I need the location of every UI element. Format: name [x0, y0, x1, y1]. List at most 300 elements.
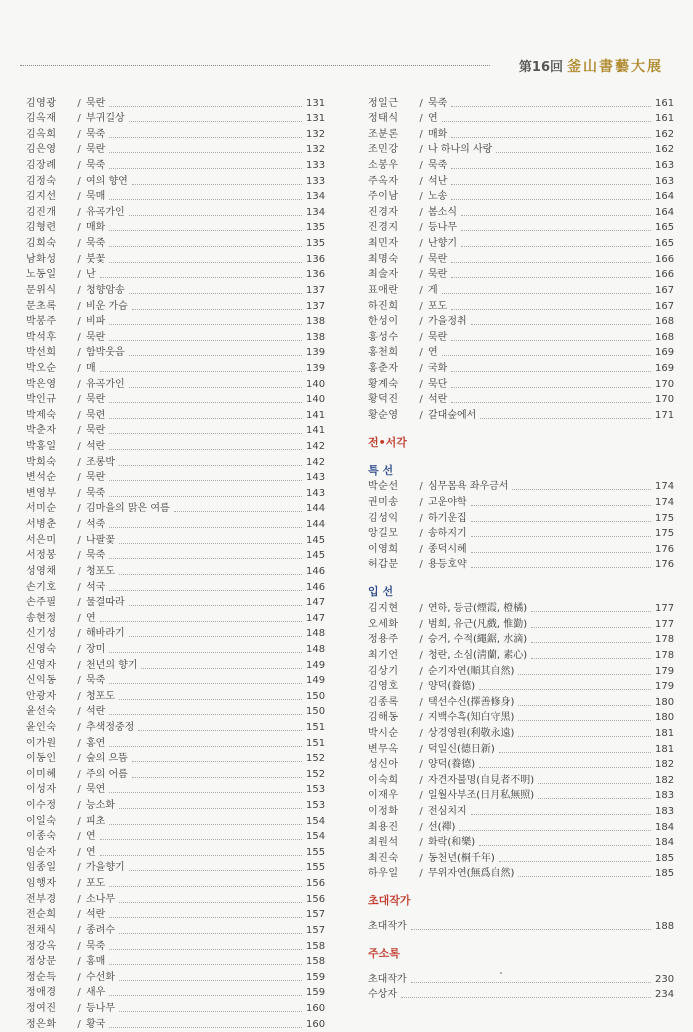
- entry-page: 169: [655, 362, 675, 374]
- separator-slash: /: [419, 481, 423, 493]
- artist-name: 송현정: [26, 612, 57, 624]
- artist-name: 김옥재: [26, 113, 57, 125]
- leader-dots: [451, 309, 651, 310]
- artist-name: 정강옥: [26, 940, 57, 952]
- index-row: [368, 189, 673, 205]
- leader-dots: [518, 736, 651, 737]
- artist-name: 김상기: [368, 665, 399, 677]
- separator-slash: /: [77, 238, 81, 250]
- entry-title: 연: [86, 846, 96, 858]
- entry-page: 146: [306, 565, 326, 577]
- page-dot: [500, 972, 502, 974]
- index-row: [368, 95, 673, 111]
- artist-name: 한성이: [368, 316, 399, 328]
- entry-title: 피초: [86, 815, 106, 827]
- index-row: [26, 595, 324, 611]
- index-row: [368, 663, 673, 679]
- artist-name: 박순선: [368, 481, 399, 493]
- artist-name: 이일숙: [26, 815, 57, 827]
- entry-page: 143: [306, 487, 326, 499]
- leader-dots: [109, 106, 302, 107]
- separator-slash: /: [77, 113, 81, 125]
- artist-name: 황덕진: [368, 394, 399, 406]
- index-row: [26, 688, 324, 704]
- entry-title: 연하, 등금(煙霞, 橙橘): [428, 603, 528, 615]
- leader-dots: [129, 355, 302, 356]
- artist-name: 박제숙: [26, 409, 57, 421]
- artist-name: 변석순: [26, 472, 57, 484]
- index-row: [368, 788, 673, 804]
- artist-name: 홍성수: [368, 331, 399, 343]
- leader-dots: [119, 980, 302, 981]
- separator-slash: /: [419, 222, 423, 234]
- index-row: [368, 329, 673, 345]
- entry-page: 178: [655, 649, 675, 661]
- index-row: [368, 541, 673, 557]
- entry-page: 131: [306, 97, 326, 109]
- entry-page: 176: [655, 559, 675, 571]
- entry-title: 소나무: [86, 893, 115, 905]
- header-title: [519, 56, 663, 76]
- separator-slash: /: [419, 852, 423, 864]
- separator-slash: /: [419, 175, 423, 187]
- entry-title: 묵란: [86, 144, 106, 156]
- index-row: [26, 922, 324, 938]
- leader-dots: [471, 505, 651, 506]
- entry-title: 주의 어름: [86, 768, 128, 780]
- artist-name: 윤인숙: [26, 721, 57, 733]
- index-row: [26, 719, 324, 735]
- entry-title: 무위자연(無爲自然): [428, 868, 515, 880]
- entry-title: 비운 가슴: [86, 300, 128, 312]
- artist-name: 박춘자: [26, 425, 57, 437]
- index-row: [368, 600, 673, 616]
- separator-slash: /: [77, 1002, 81, 1014]
- entry-page: 146: [306, 581, 326, 593]
- entry-page: 177: [655, 603, 675, 615]
- entry-title: 연: [86, 612, 96, 624]
- leader-dots: [531, 627, 651, 628]
- entry-page: 185: [655, 852, 675, 864]
- index-row: [26, 985, 324, 1001]
- separator-slash: /: [419, 634, 423, 646]
- entry-title: 묵란: [428, 253, 448, 265]
- index-row: [368, 173, 673, 189]
- leader-dots: [442, 293, 651, 294]
- entry-title: 묵죽: [86, 550, 106, 562]
- artist-name: 노동일: [26, 269, 57, 281]
- entry-page: 167: [655, 284, 675, 296]
- entry-page: 170: [655, 394, 675, 406]
- entry-title: 묵란: [86, 331, 106, 343]
- entry-title: 함박웃음: [86, 347, 125, 359]
- index-row: [26, 95, 324, 111]
- separator-slash: /: [77, 956, 81, 968]
- entry-page: 151: [306, 737, 326, 749]
- index-row: [368, 616, 673, 632]
- leader-dots: [451, 402, 651, 403]
- separator-slash: /: [77, 784, 81, 796]
- entry-page: 166: [655, 253, 675, 265]
- leader-dots: [100, 855, 302, 856]
- separator-slash: /: [419, 347, 423, 359]
- entry-title: 갈대숲에서: [428, 409, 477, 421]
- entry-title: 물결따라: [86, 597, 125, 609]
- entry-page: 135: [306, 238, 326, 250]
- leader-dots: [471, 324, 651, 325]
- entry-page: 230: [655, 973, 675, 985]
- separator-slash: /: [77, 331, 81, 343]
- artist-name: 홍천희: [368, 347, 399, 359]
- entry-page: 164: [655, 191, 675, 203]
- separator-slash: /: [77, 456, 81, 468]
- leader-dots: [132, 184, 302, 185]
- separator-slash: /: [419, 712, 423, 724]
- index-row: [368, 407, 673, 423]
- artist-name: 이미혜: [26, 768, 57, 780]
- index-row: [26, 423, 324, 439]
- index-row: [368, 314, 673, 330]
- leader-dots: [531, 658, 651, 659]
- entry-page: 149: [306, 659, 326, 671]
- artist-name: 박홍일: [26, 441, 57, 453]
- leader-dots: [471, 567, 651, 568]
- separator-slash: /: [419, 727, 423, 739]
- entry-title: 심무몸욕 좌우금서: [428, 481, 509, 493]
- entry-title: 홍매: [86, 956, 106, 968]
- separator-slash: /: [77, 612, 81, 624]
- leader-dots: [129, 387, 302, 388]
- entry-title: 묵죽: [86, 675, 106, 687]
- index-row: [26, 111, 324, 127]
- index-row: [26, 829, 324, 845]
- leader-dots: [109, 558, 302, 559]
- artist-name: 신기성: [26, 628, 57, 640]
- separator-slash: /: [419, 409, 423, 421]
- artist-name: 신익동: [26, 675, 57, 687]
- entry-title: 고운야학: [428, 497, 467, 509]
- artist-name: 진경자: [368, 206, 399, 218]
- entry-page: 144: [306, 519, 326, 531]
- artist-name: 주이남: [368, 191, 399, 203]
- entry-title: 연: [428, 347, 438, 359]
- entry-page: 171: [655, 409, 675, 421]
- entry-page: 153: [306, 784, 326, 796]
- index-row: [26, 704, 324, 720]
- entry-title: 봄소식: [428, 206, 457, 218]
- index-row: [368, 267, 673, 283]
- leader-dots: [411, 982, 651, 983]
- entry-title: 등나무: [428, 222, 457, 234]
- entry-page: 139: [306, 347, 326, 359]
- separator-slash: /: [419, 316, 423, 328]
- entry-title: 비파: [86, 316, 106, 328]
- entry-title: 연: [86, 831, 96, 843]
- separator-slash: /: [77, 175, 81, 187]
- separator-slash: /: [419, 696, 423, 708]
- leader-dots: [461, 246, 651, 247]
- entry-page: 140: [306, 394, 326, 406]
- index-row: [26, 157, 324, 173]
- leader-dots: [109, 137, 302, 138]
- entry-page: 164: [655, 206, 675, 218]
- index-row: [26, 766, 324, 782]
- leader-dots: [109, 402, 302, 403]
- entry-page: 174: [655, 497, 675, 509]
- artist-name: 김진개: [26, 206, 57, 218]
- entry-title: 능소화: [86, 800, 115, 812]
- separator-slash: /: [419, 144, 423, 156]
- artist-name: 조민강: [368, 144, 399, 156]
- separator-slash: /: [419, 759, 423, 771]
- separator-slash: /: [77, 97, 81, 109]
- index-row: [26, 282, 324, 298]
- leader-dots: [109, 652, 302, 653]
- leader-dots: [119, 543, 302, 544]
- leader-dots: [132, 309, 302, 310]
- leader-dots: [119, 465, 302, 466]
- separator-slash: /: [77, 893, 81, 905]
- separator-slash: /: [77, 222, 81, 234]
- leader-dots: [518, 720, 651, 721]
- index-row: [368, 850, 673, 866]
- index-row: [26, 142, 324, 158]
- entry-title: 초대작가: [368, 921, 407, 933]
- leader-dots: [499, 752, 651, 753]
- index-row: [368, 157, 673, 173]
- artist-name: 안광자: [26, 690, 57, 702]
- index-row: [26, 220, 324, 236]
- entry-title: 등나무: [86, 1002, 115, 1014]
- entry-page: 148: [306, 628, 326, 640]
- index-row: [368, 376, 673, 392]
- leader-dots: [451, 262, 651, 263]
- entry-title: 황국: [86, 1018, 106, 1030]
- index-row: [368, 111, 673, 127]
- artist-name: 정은화: [26, 1018, 57, 1030]
- index-row: [26, 516, 324, 532]
- entry-title: 묵련: [86, 409, 106, 421]
- separator-slash: /: [77, 815, 81, 827]
- entry-title: 양덕(養德): [428, 759, 476, 771]
- separator-slash: /: [77, 269, 81, 281]
- entry-title: 일월사부조(日月私無照): [428, 790, 535, 802]
- entry-page: 179: [655, 665, 675, 677]
- artist-name: 오세화: [368, 618, 399, 630]
- index-row: [368, 757, 673, 773]
- artist-name: 이가원: [26, 737, 57, 749]
- entry-title: 김마을의 맑은 여름: [86, 503, 170, 515]
- index-row: [26, 360, 324, 376]
- artist-name: 허갑문: [368, 559, 399, 571]
- separator-slash: /: [419, 681, 423, 693]
- entry-page: 161: [655, 97, 675, 109]
- leader-dots: [109, 324, 302, 325]
- entry-title: 송하지기: [428, 528, 467, 540]
- index-row: [26, 875, 324, 891]
- index-row: [26, 641, 324, 657]
- leader-dots: [401, 997, 651, 998]
- index-row: [368, 392, 673, 408]
- entry-page: 150: [306, 690, 326, 702]
- separator-slash: /: [419, 206, 423, 218]
- index-row: [26, 907, 324, 923]
- separator-slash: /: [77, 706, 81, 718]
- leader-dots: [109, 949, 302, 950]
- leader-dots: [109, 168, 302, 169]
- artist-name: 권미송: [368, 497, 399, 509]
- entry-title: 노송: [428, 191, 448, 203]
- entry-page: 158: [306, 956, 326, 968]
- artist-name: 박시순: [368, 727, 399, 739]
- leader-dots: [141, 668, 302, 669]
- separator-slash: /: [419, 821, 423, 833]
- entry-title: 동천년(桐千年): [428, 852, 495, 864]
- separator-slash: /: [77, 846, 81, 858]
- leader-dots: [518, 876, 651, 877]
- artist-name: 손기호: [26, 581, 57, 593]
- entry-page: 145: [306, 550, 326, 562]
- separator-slash: /: [77, 425, 81, 437]
- artist-name: 조분론: [368, 128, 399, 140]
- entry-page: 131: [306, 113, 326, 125]
- artist-name: 정일근: [368, 97, 399, 109]
- entry-page: 188: [655, 921, 675, 933]
- entry-page: 178: [655, 634, 675, 646]
- index-row: [368, 866, 673, 882]
- entry-title: 순기자연(順其自然): [428, 665, 515, 677]
- index-row: [368, 251, 673, 267]
- index-row: [368, 526, 673, 542]
- separator-slash: /: [77, 394, 81, 406]
- index-row: [368, 971, 673, 987]
- leader-dots: [132, 761, 302, 762]
- entry-title: 선(禪): [428, 821, 456, 833]
- entry-page: 175: [655, 528, 675, 540]
- entry-page: 166: [655, 269, 675, 281]
- entry-title: 묵죽: [86, 160, 106, 172]
- index-row: [368, 647, 673, 663]
- entry-title: 화락(和樂): [428, 837, 476, 849]
- leader-dots: [471, 552, 651, 553]
- entry-title: 용등호약: [428, 559, 467, 571]
- separator-slash: /: [77, 831, 81, 843]
- entry-page: 181: [655, 743, 675, 755]
- leader-dots: [109, 340, 302, 341]
- artist-name: 정상문: [26, 956, 57, 968]
- leader-dots: [512, 489, 651, 490]
- artist-name: 하진희: [368, 300, 399, 312]
- entry-title: 석죽: [86, 519, 106, 531]
- separator-slash: /: [419, 284, 423, 296]
- artist-name: 김지현: [368, 603, 399, 615]
- entry-page: 163: [655, 160, 675, 172]
- entry-title: 석란: [86, 706, 106, 718]
- entry-page: 138: [306, 331, 326, 343]
- leader-dots: [109, 246, 302, 247]
- entry-title: 수선화: [86, 971, 115, 983]
- separator-slash: /: [77, 300, 81, 312]
- index-row: [26, 251, 324, 267]
- leader-dots: [109, 683, 302, 684]
- index-row: [26, 470, 324, 486]
- leader-dots: [109, 480, 302, 481]
- leader-dots: [451, 137, 651, 138]
- entry-title: 묵란: [428, 331, 448, 343]
- separator-slash: /: [419, 618, 423, 630]
- leader-dots: [451, 387, 651, 388]
- separator-slash: /: [419, 543, 423, 555]
- index-row: [368, 298, 673, 314]
- leader-dots: [442, 355, 651, 356]
- entry-title: 묵죽: [86, 487, 106, 499]
- leader-dots: [479, 767, 651, 768]
- separator-slash: /: [419, 868, 423, 880]
- entry-page: 182: [655, 774, 675, 786]
- index-row: [26, 454, 324, 470]
- artist-name: 김정숙: [26, 175, 57, 187]
- leader-dots: [451, 371, 651, 372]
- entry-title: 청포도: [86, 690, 115, 702]
- separator-slash: /: [419, 269, 423, 281]
- entry-page: 149: [306, 675, 326, 687]
- leader-dots: [119, 574, 302, 575]
- entry-page: 176: [655, 543, 675, 555]
- separator-slash: /: [77, 191, 81, 203]
- entry-title: 묵매: [86, 191, 106, 203]
- separator-slash: /: [77, 409, 81, 421]
- leader-dots: [138, 730, 302, 731]
- separator-slash: /: [77, 1018, 81, 1030]
- separator-slash: /: [419, 238, 423, 250]
- artist-name: 정애경: [26, 987, 57, 999]
- index-row: [26, 673, 324, 689]
- entry-title: 하기운집: [428, 512, 467, 524]
- artist-name: 전순희: [26, 909, 57, 921]
- artist-name: 성신아: [368, 759, 399, 771]
- artist-name: 남화성: [26, 253, 57, 265]
- leader-dots: [538, 798, 651, 799]
- entry-page: 157: [306, 924, 326, 936]
- entry-page: 134: [306, 206, 326, 218]
- artist-name: 김형련: [26, 222, 57, 234]
- artist-name: 김옥희: [26, 128, 57, 140]
- artist-name: 김영호: [368, 681, 399, 693]
- entry-title: 묵란: [86, 425, 106, 437]
- entry-title: 덕일신(德日新): [428, 743, 495, 755]
- index-row: [26, 438, 324, 454]
- entry-title: 청향암송: [86, 284, 125, 296]
- separator-slash: /: [419, 253, 423, 265]
- leader-dots: [518, 705, 651, 706]
- index-row: [368, 819, 673, 835]
- entry-title: 묵단: [428, 378, 448, 390]
- index-list-painting-continued: [368, 95, 673, 423]
- index-row: [26, 782, 324, 798]
- index-row: [368, 987, 673, 1003]
- leader-dots: [461, 230, 651, 231]
- index-row: [368, 557, 673, 573]
- index-row: [368, 126, 673, 142]
- entry-title: 조롱박: [86, 456, 115, 468]
- entry-page: 142: [306, 456, 326, 468]
- artist-name: 김장례: [26, 160, 57, 172]
- artist-name: 정용주: [368, 634, 399, 646]
- separator-slash: /: [77, 503, 81, 515]
- leader-dots: [119, 902, 302, 903]
- artist-name: 이종숙: [26, 831, 57, 843]
- entry-title: 해바라기: [86, 628, 125, 640]
